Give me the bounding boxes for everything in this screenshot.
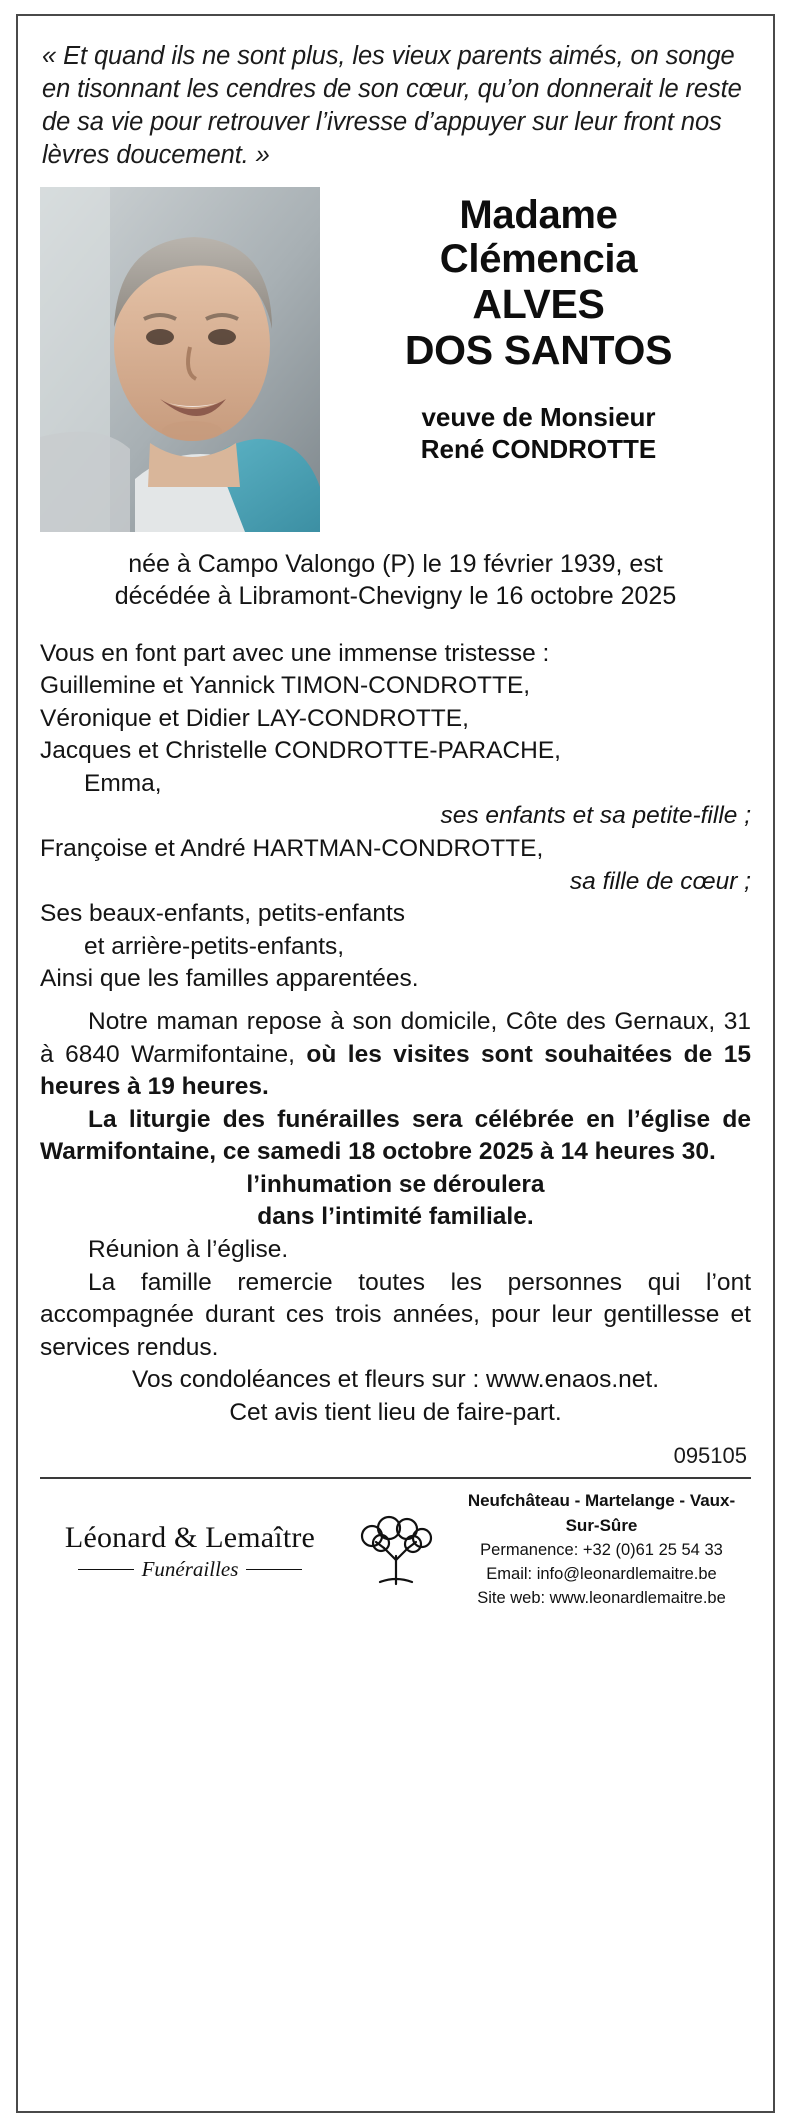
announce-intro: Vous en font part avec une immense tristesse : bbox=[40, 639, 550, 667]
family-member-4: Françoise et André HARTMAN-CONDROTTE, bbox=[40, 835, 544, 863]
reunion-line: Réunion à l’église. bbox=[88, 1235, 289, 1263]
deceased-lastname-1: ALVES bbox=[472, 281, 605, 328]
spouse-line-2: René CONDROTTE bbox=[420, 433, 657, 464]
funeral-home-subtitle: Funérailles bbox=[40, 1557, 340, 1582]
deceased-title: Madame bbox=[459, 192, 618, 237]
family-member-1: Guillemine et Yannick TIMON-CONDROTTE, bbox=[40, 672, 531, 700]
other-families: Ainsi que les familles apparentées. bbox=[40, 965, 419, 993]
funeral-home-contact bbox=[452, 1489, 751, 1610]
family-member-2: Véronique et Didier LAY-CONDROTTE, bbox=[40, 704, 469, 732]
condolences-line: Vos condoléances et fleurs sur : www.enaos.net. bbox=[131, 1366, 660, 1394]
funeral-home-locations: Neufchâteau - Martelange - Vaux-Sur-Sûre bbox=[467, 1491, 736, 1536]
funeral-home-email[interactable]: Email: info@leonardlemaitre.be bbox=[486, 1564, 717, 1583]
repose-paragraph bbox=[40, 1006, 751, 1104]
birth-death-info bbox=[46, 548, 745, 612]
spouse-info bbox=[330, 402, 747, 465]
repose-text: Notre maman repose à son domicile, Côte des Gernaux, 31 à 6840 Warmifontaine, bbox=[40, 1007, 751, 1068]
burial-line-2: dans l’intimité familiale. bbox=[257, 1203, 534, 1231]
portrait-and-name bbox=[40, 187, 751, 532]
inlaws-line-2: et arrière-petits-enfants, bbox=[84, 932, 345, 960]
deceased-firstname: Clémencia bbox=[439, 237, 638, 282]
grandchild-name: Emma, bbox=[84, 769, 162, 797]
notice-body bbox=[40, 638, 751, 1430]
faire-part-line: Cet avis tient lieu de faire-part. bbox=[229, 1398, 562, 1426]
repose-visits: où les visites sont souhaitées de 15 heures à 19 heures. bbox=[40, 1040, 751, 1101]
deceased-name-block bbox=[320, 187, 751, 466]
deceased-lastname-2: DOS SANTOS bbox=[404, 327, 673, 374]
funeral-home-website[interactable]: Site web: www.leonardlemaitre.be bbox=[477, 1588, 726, 1607]
thanks-paragraph: La famille remercie toutes les personnes qui l’ont accompagnée durant ces trois années, pour leur gentillesse et services rendus. bbox=[40, 1268, 751, 1361]
portrait-photo bbox=[40, 187, 320, 532]
spouse-line-1: veuve de Monsieur bbox=[421, 401, 656, 432]
inlaws-line-1: Ses beaux-enfants, petits-enfants bbox=[40, 900, 405, 928]
notice-reference: 095105 bbox=[673, 1443, 747, 1469]
death-line: décédée à Libramont-Chevigny le 16 octobre 2025 bbox=[114, 581, 677, 610]
funeral-home-brand bbox=[40, 1517, 340, 1582]
relation-label-1: ses enfants et sa petite-fille ; bbox=[440, 802, 751, 830]
relation-label-2: sa fille de cœur ; bbox=[569, 867, 751, 895]
notice-card bbox=[16, 14, 775, 2113]
tree-logo-icon bbox=[348, 1512, 444, 1588]
family-member-3: Jacques et Christelle CONDROTTE-PARACHE, bbox=[40, 737, 561, 765]
funeral-home-footer bbox=[40, 1489, 751, 1610]
funeral-home-phone: Permanence: +32 (0)61 25 54 33 bbox=[480, 1540, 723, 1559]
memorial-quote: « Et quand ils ne sont plus, les vieux parents aimés, on songe en tisonnant les cendres de son cœur, qu’on donnerait le reste de sa vie pour retrouver l’ivresse d’appuyer sur leur front nos lèvres doucement. » bbox=[42, 42, 742, 170]
liturgy-paragraph: La liturgie des funérailles sera célébrée en l’église de Warmifontaine, ce samedi 18 octobre 2025 à 14 heures 30. bbox=[40, 1105, 751, 1166]
burial-line-1: l’inhumation se déroulera bbox=[246, 1170, 545, 1198]
birth-line: née à Campo Valongo (P) le 19 février 1939, est bbox=[128, 549, 663, 578]
funeral-home-name: Léonard & Lemaître bbox=[64, 1521, 316, 1555]
footer-divider bbox=[40, 1477, 751, 1479]
